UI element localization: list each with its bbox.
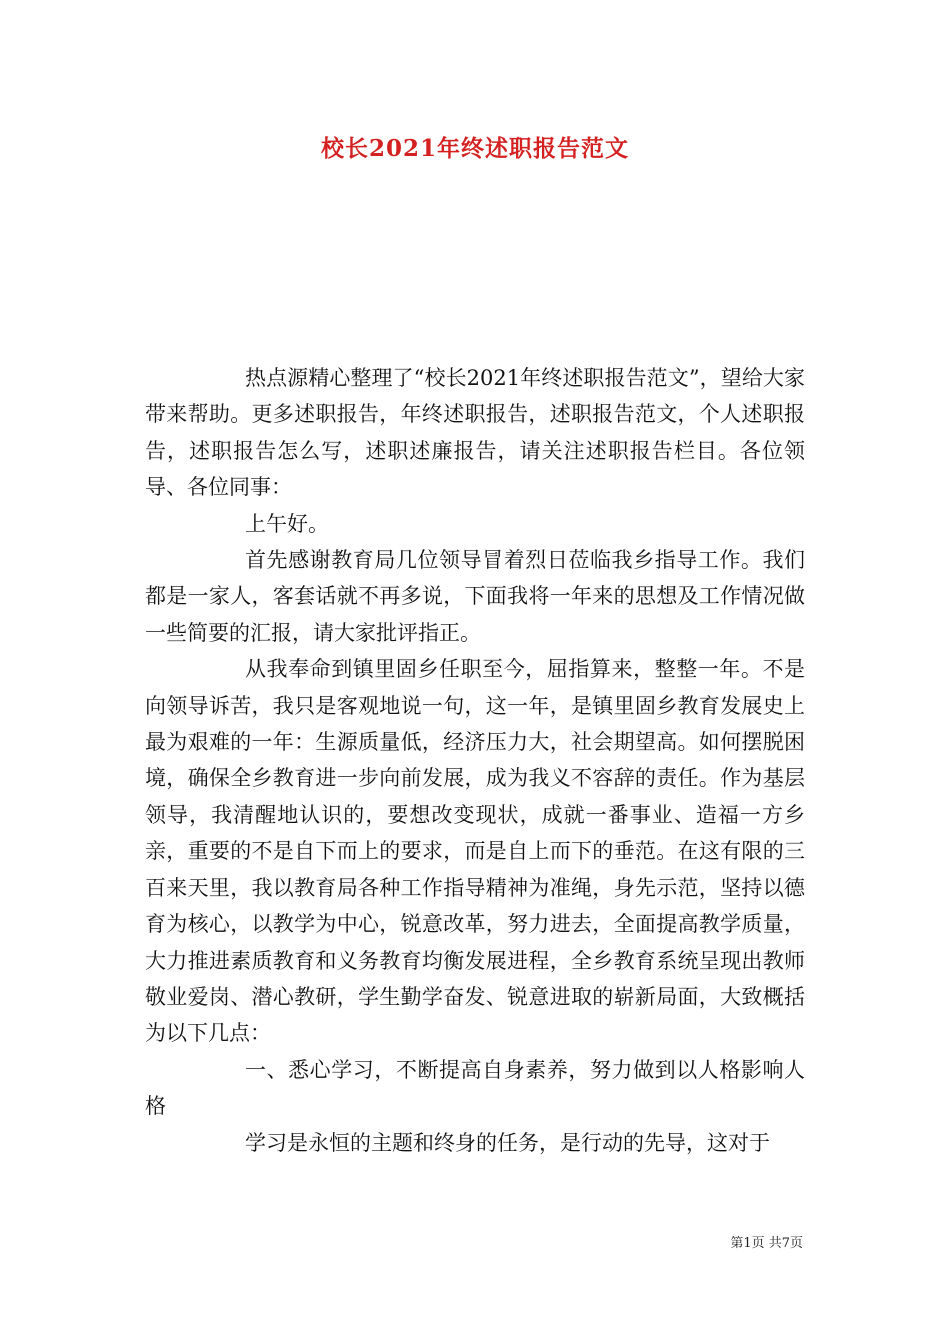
document-title: 校长2021年终述职报告范文 — [320, 135, 629, 162]
page-number: 第1页 共7页 — [730, 1236, 803, 1251]
section-heading-1: 一、悉心学习，不断提高自身素养，努力做到以人格影响人格 — [145, 1057, 805, 1119]
document-body — [145, 360, 805, 1161]
paragraph-thanks: 首先感谢教育局几位领导冒着烈日莅临我乡指导工作。我们都是一家人，客套话就不再多说，下面我将一年来的思想及工作情况做一些简要的汇报，请大家批评指正。 — [145, 548, 805, 645]
paragraph-intro: 热点源精心整理了“校长2021年终述职报告范文”，望给大家带来帮助。更多述职报告，年终述职报告，述职报告范文，个人述职报告，述职报告怎么写，述职述廉报告，请关注述职报告栏目。各位领导、各位同事： — [145, 366, 805, 500]
paragraph-study: 学习是永恒的主题和终身的任务，是行动的先导，这对于 — [245, 1130, 770, 1155]
paragraph-overview: 从我奉命到镇里固乡任职至今，屈指算来，整整一年。不是向领导诉苦，我只是客观地说一句，这一年，是镇里固乡教育发展史上最为艰难的一年：生源质量低，经济压力大，社会期望高。如何摆脱困境，确保全乡教育进一步向前发展，成为我义不容辞的责任。作为基层领导，我清醒地认识的，要想改变现状，成就一番事业、造福一方乡亲，重要的不是自下而上的要求，而是自上而下的垂范。在这有限的三百来天里，我以教育局各种工作指导精神为准绳，身先示范，坚持以德育为核心，以教学为中心，锐意改革，努力进去，全面提高教学质量，大力推进素质教育和义务教育均衡发展进程，全乡教育系统呈现出教师敬业爱岗、潜心教研，学生勤学奋发、锐意进取的崭新局面，大致概括为以下几点： — [145, 657, 805, 1046]
paragraph-greeting: 上午好。 — [245, 511, 329, 536]
